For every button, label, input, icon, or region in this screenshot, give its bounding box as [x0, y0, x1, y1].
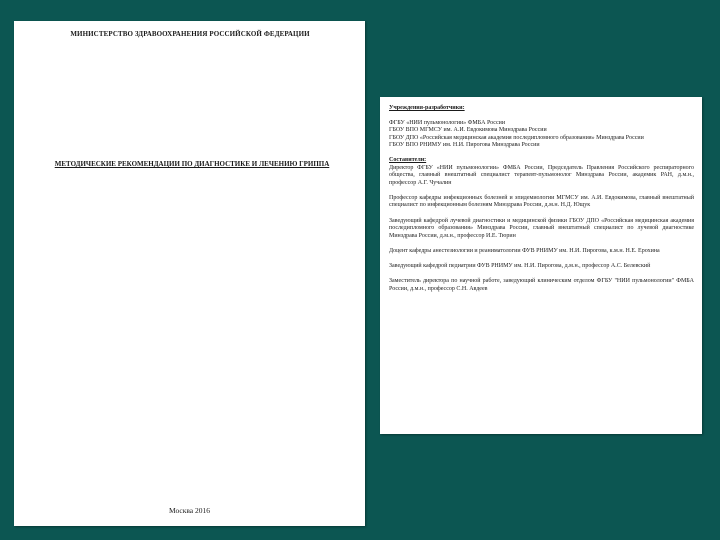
author-entry — [389, 218, 694, 241]
organization-item: ФГБУ «НИИ пульмонологии» ФМБА России — [389, 119, 506, 126]
compilers-heading: Составители: — [389, 156, 427, 163]
authors-page — [380, 97, 702, 434]
organization-item: ГБОУ ВПО РНИМУ им. Н.И. Пирогова Минздрава России — [389, 142, 540, 149]
ministry-header: МИНИСТЕРСТВО ЗДРАВООХРАНЕНИЯ РОССИЙСКОЙ ФЕДЕРАЦИИ — [70, 30, 310, 38]
author-list — [389, 165, 694, 294]
authors-page-content — [389, 105, 694, 301]
organization-list — [389, 120, 694, 150]
author-text: Профессор кафедры инфекционных болезней и эпидемиологии МГМСУ им. А.И. Евдокимова, главный внештатный специалист по инфекционным болезням Минздрава России, д.м.н. Н.Д. Ющук — [389, 194, 694, 209]
organization-item: ГБОУ ВПО МГМСУ им. А.И. Евдокимова Минздрава России — [389, 127, 547, 134]
author-text: Заведующий кафедрой педиатрии ФУВ РНИМУ им. Н.И. Пирогова, д.м.н., профессор А.С. Белевский — [389, 262, 651, 269]
author-text: Заведующий кафедрой лучевой диагностики и медицинской физики ГБОУ ДПО «Российская медицинская академия последипломного образования» Минздрава России, главный внештатный специалист по лучевой диагностике Минздрава России, д.м.н., профессор И.Е. Тюрин — [389, 217, 694, 239]
author-entry — [389, 195, 694, 210]
author-entry — [389, 165, 694, 188]
author-text: Директор ФГБУ «НИИ пульмонологии» ФМБА России, Председатель Правления Российского респираторного общества, главный внештатный специалист терапевт-пульмонолог Минздрава России, академик РАН, д.м.н., профессор А.Г. Чучалин — [389, 164, 694, 186]
document-title: МЕТОДИЧЕСКИЕ РЕКОМЕНДАЦИИ ПО ДИАГНОСТИКЕ И ЛЕЧЕНИЮ ГРИППА — [54, 160, 330, 168]
place-year-footer: Москва 2016 — [168, 506, 211, 515]
title-page — [14, 21, 365, 526]
author-entry — [389, 248, 694, 256]
author-text: Заместитель директора по научной работе, заведующий клиническим отделом ФГБУ "НИИ пульмонологии" ФМБА России, д.м.н., профессор С.Н. Авдеев — [389, 278, 694, 292]
author-text: Доцент кафедры анестезиологии и реаниматологии ФУВ РНИМУ им. Н.И. Пирогова, к.м.н. Н.Е. Ерохина — [389, 247, 660, 254]
organization-item: ГБОУ ДПО «Российская медицинская академия последипломного образования» Минздрава России — [389, 134, 644, 141]
author-entry — [389, 278, 694, 293]
author-entry — [389, 263, 694, 271]
developers-heading: Учреждения-разработчики: — [389, 105, 465, 111]
